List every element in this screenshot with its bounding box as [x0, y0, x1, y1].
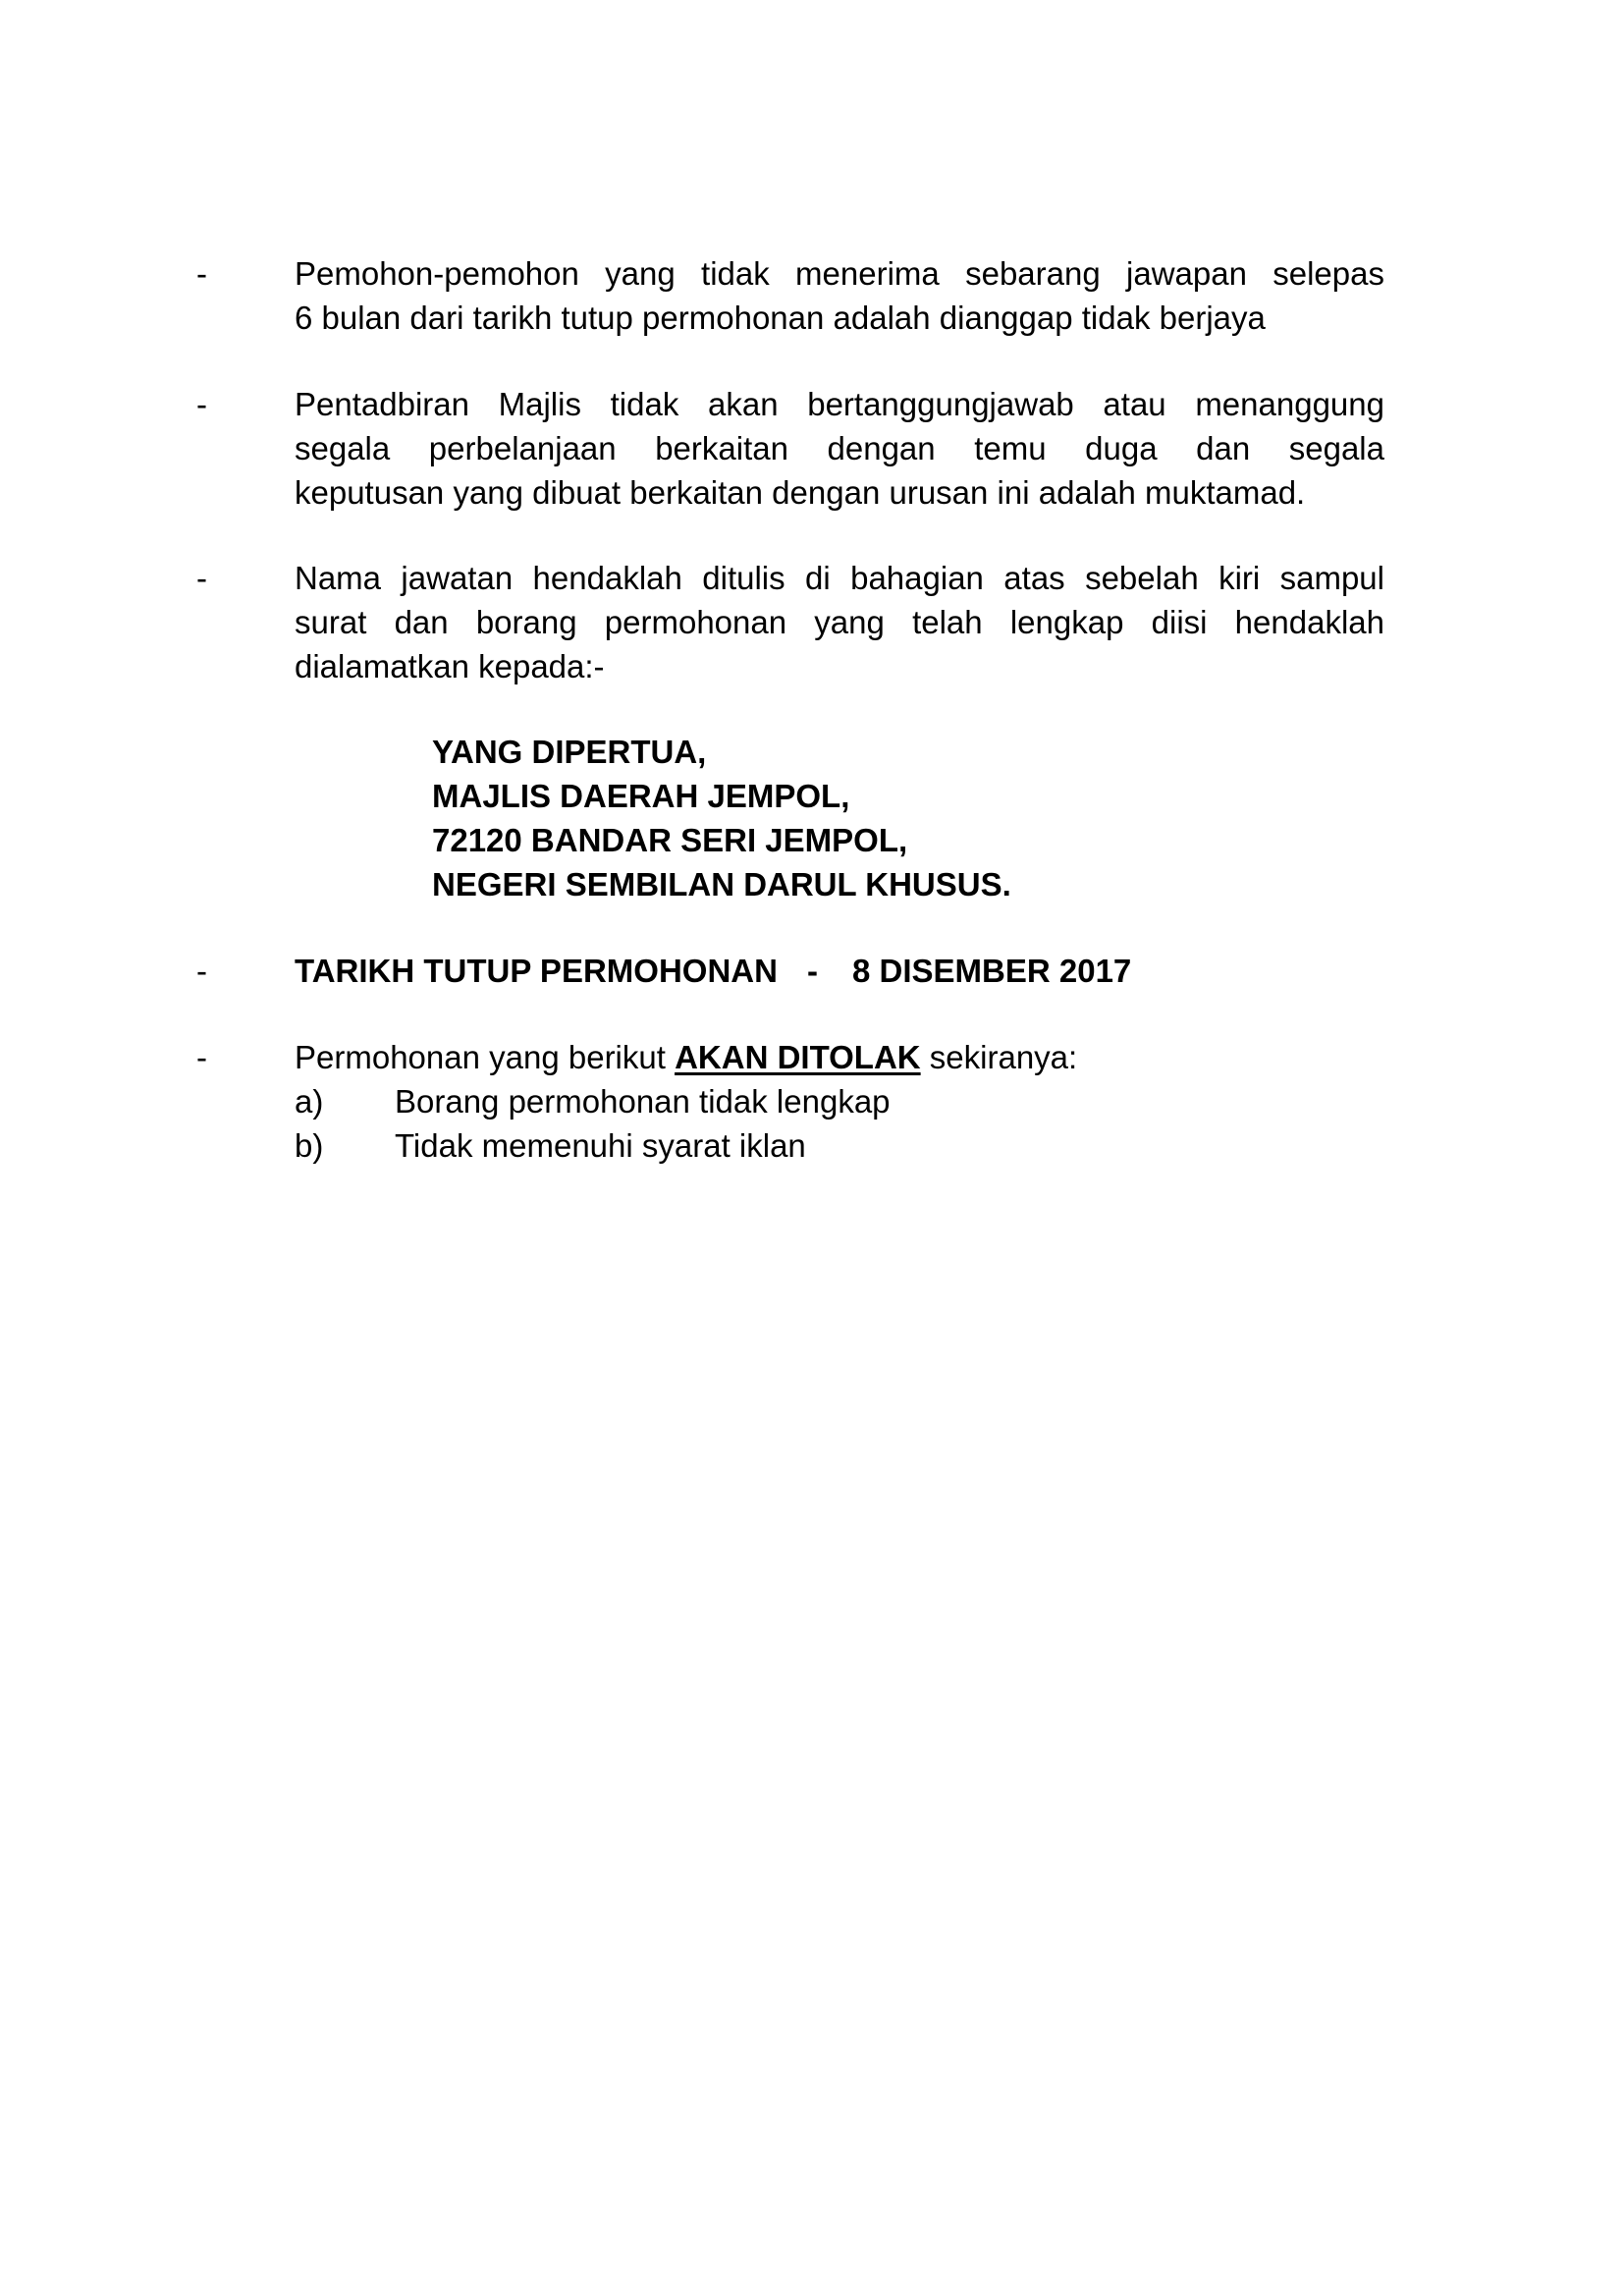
rejection-emphasis: AKAN DITOLAK: [675, 1039, 921, 1075]
address-line: MAJLIS DAERAH JEMPOL,: [432, 778, 850, 814]
address-line: 72120 BANDAR SERI JEMPOL,: [432, 822, 908, 858]
note-text: [295, 556, 1384, 688]
note-line: segala perbelanjaan berkaitan dengan temu duga dan segala: [295, 430, 1384, 466]
note-text: [295, 382, 1384, 515]
note-text: [295, 251, 1384, 340]
note-line: keputusan yang dibuat berkaitan dengan urusan ini adalah muktamad.: [295, 474, 1306, 511]
note-line: Pemohon-pemohon yang tidak menerima sebarang jawapan selepas: [295, 255, 1384, 292]
rejection-prefix: Permohonan yang berikut: [295, 1039, 676, 1075]
note-line: 6 bulan dari tarikh tutup permohonan adalah dianggap tidak berjaya: [295, 300, 1266, 336]
closing-date-separator: -: [807, 953, 818, 989]
list-item-text: Tidak memenuhi syarat iklan: [395, 1127, 806, 1164]
bullet-dash: -: [196, 560, 207, 596]
rejection-suffix: sekiranya:: [920, 1039, 1078, 1075]
rejection-intro: [295, 1035, 1384, 1079]
list-marker: b): [295, 1127, 324, 1164]
closing-date-value: 8 DISEMBER 2017: [852, 953, 1132, 989]
list-item-text: Borang permohonan tidak lengkap: [395, 1083, 891, 1120]
bullet-dash: -: [196, 1039, 207, 1075]
bullet-dash: -: [196, 953, 207, 989]
note-line: Nama jawatan hendaklah ditulis di bahagian atas sebelah kiri sampul: [295, 560, 1384, 596]
bullet-dash: -: [196, 386, 207, 422]
bullet-dash: -: [196, 255, 207, 292]
list-marker: a): [295, 1083, 324, 1120]
address-line: NEGERI SEMBILAN DARUL KHUSUS.: [432, 866, 1011, 902]
note-line: dialamatkan kepada:-: [295, 648, 605, 684]
note-line: surat dan borang permohonan yang telah lengkap diisi hendaklah: [295, 604, 1384, 640]
address-line: YANG DIPERTUA,: [432, 734, 707, 770]
closing-date-label: TARIKH TUTUP PERMOHONAN: [295, 953, 778, 989]
note-line: Pentadbiran Majlis tidak akan bertanggungjawab atau menanggung: [295, 386, 1384, 422]
mailing-address: [432, 730, 1011, 906]
